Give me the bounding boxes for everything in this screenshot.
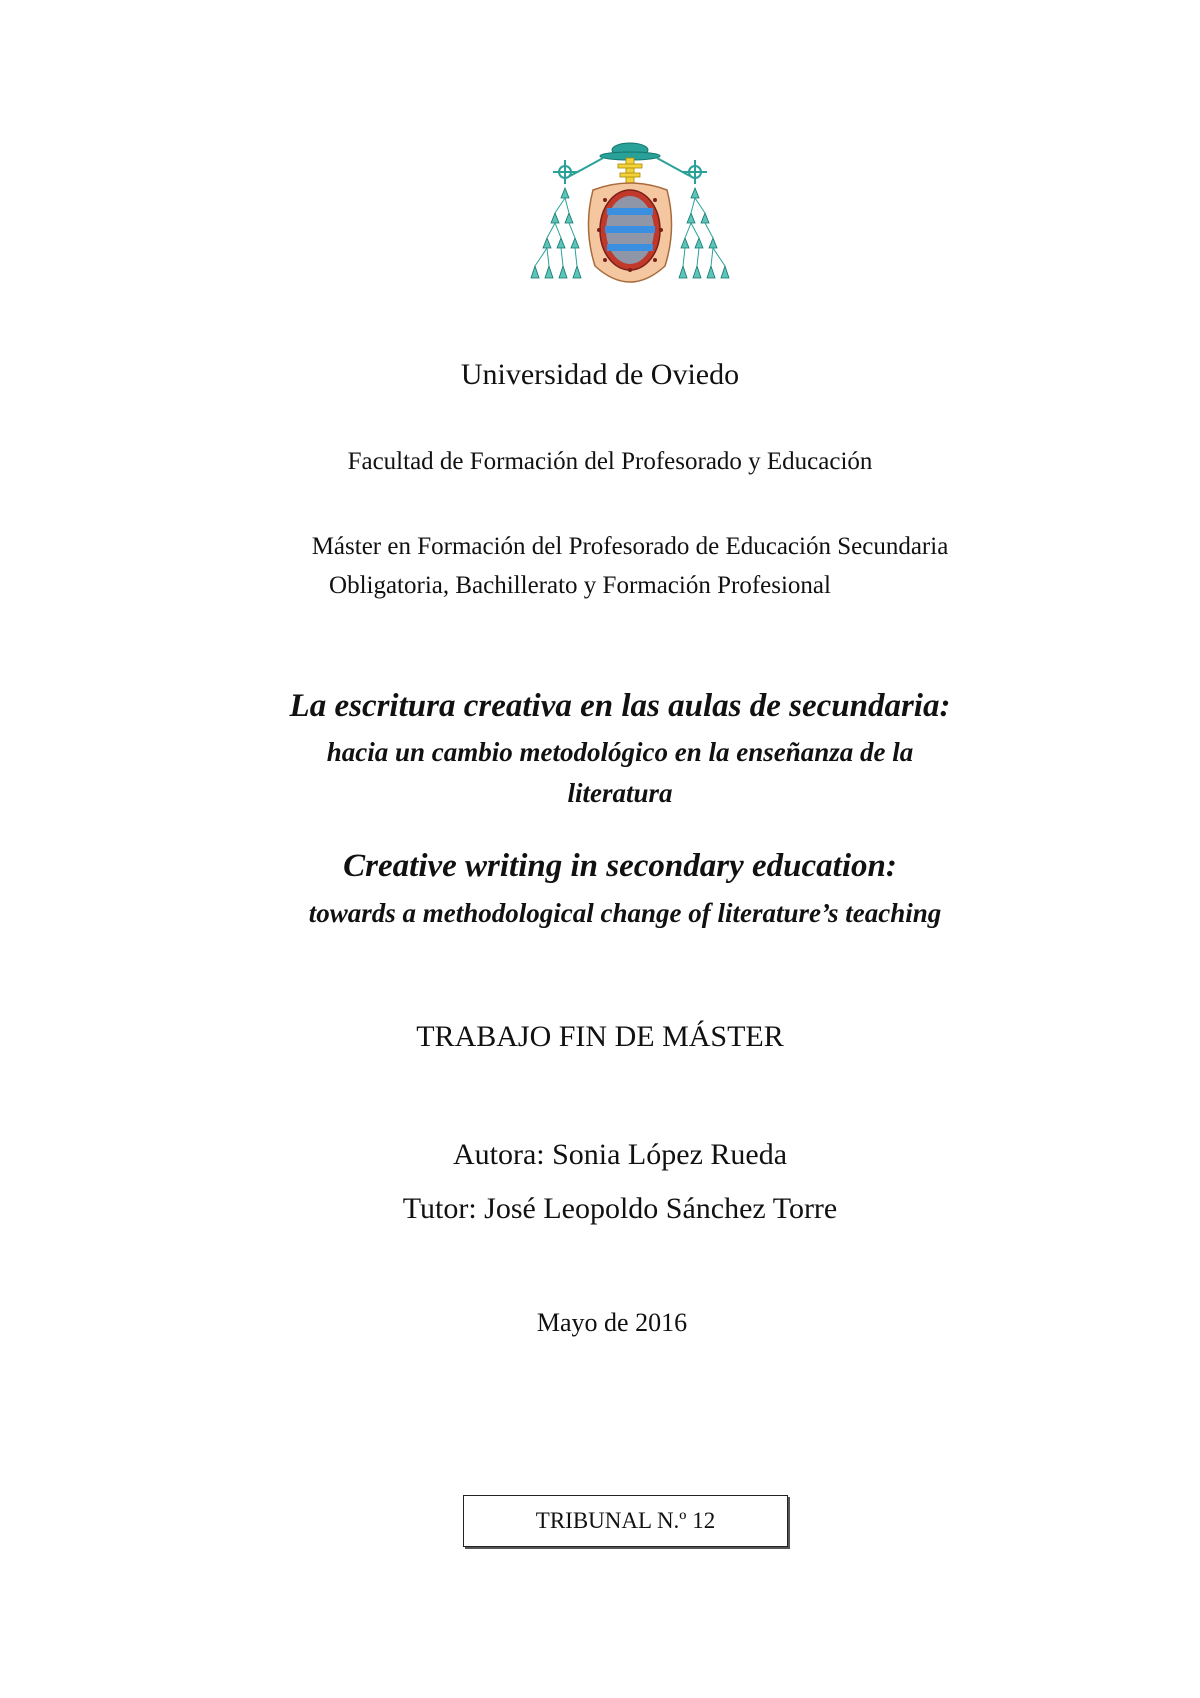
- tutor-line: Tutor: José Leopoldo Sánchez Torre: [402, 1192, 838, 1225]
- title-en-sub: towards a methodological change of literature’s teaching: [308, 898, 942, 928]
- title-en-main: Creative writing in secondary education:: [343, 848, 897, 884]
- master-line-1: Máster en Formación del Profesorado de Educación Secundaria: [311, 533, 949, 560]
- university-crest-icon: [525, 138, 735, 300]
- work-type: TRABAJO FIN DE MÁSTER: [416, 1020, 784, 1053]
- author-line: Autora: Sonia López Rueda: [452, 1138, 788, 1171]
- title-es-sub-1: hacia un cambio metodológico en la enseñanza de la: [326, 737, 914, 767]
- date-line: Mayo de 2016: [536, 1308, 688, 1337]
- university-name: Universidad de Oviedo: [460, 358, 740, 391]
- title-es-sub-2: literatura: [567, 778, 673, 808]
- tribunal-box: [463, 1495, 788, 1547]
- faculty-name: Facultad de Formación del Profesorado y Educación: [347, 448, 873, 475]
- title-es-main: La escritura creativa en las aulas de secundaria:: [289, 688, 951, 724]
- tribunal-label: TRIBUNAL N.º 12: [535, 1508, 716, 1533]
- master-line-2: Obligatoria, Bachillerato y Formación Profesional: [329, 572, 831, 599]
